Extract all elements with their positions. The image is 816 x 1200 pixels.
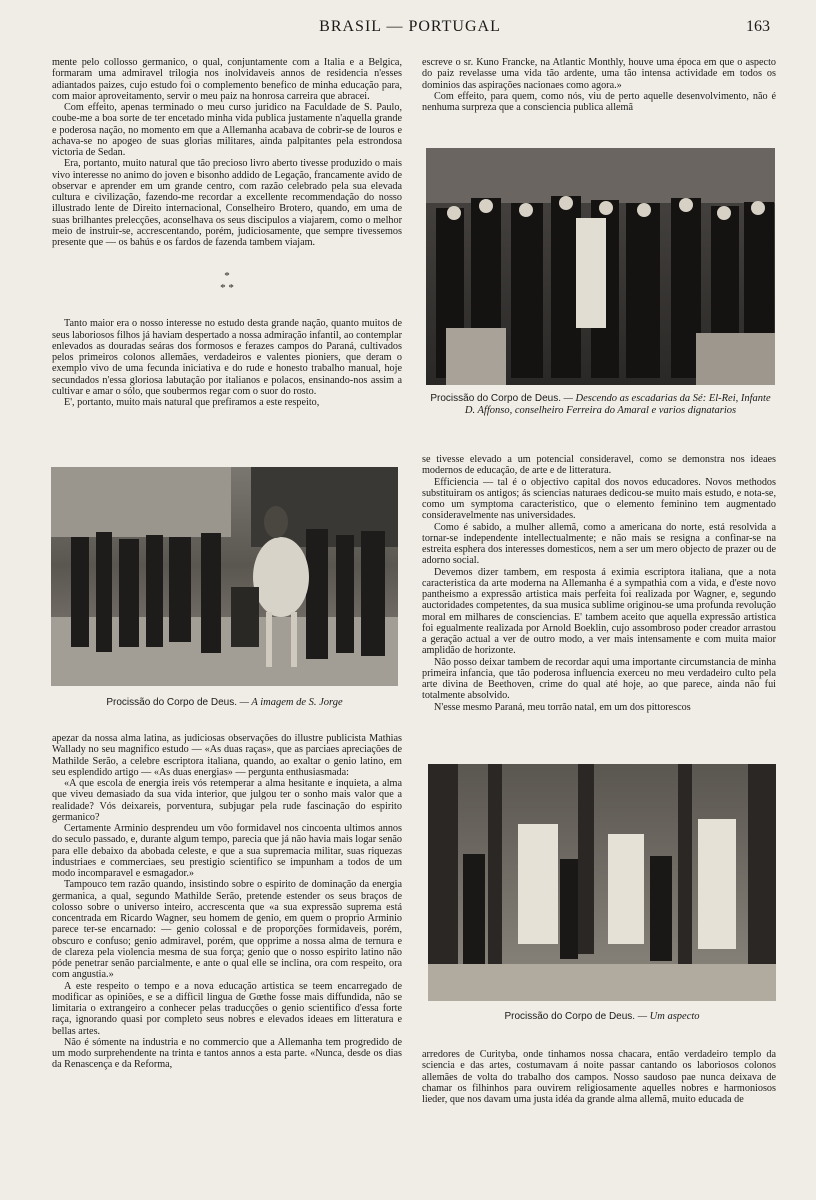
photo-procession-se	[426, 148, 775, 385]
paragraph: Com effeito, para quem, como nós, viu de perto aquelle desenvolvimento, não é nenhuma surpreza que a consciencia publica allemã	[422, 90, 776, 113]
paragraph: A este respeito o tempo e a nova educação artistica se teem encarregado de modificar as opiniões, e se a difficil lingua de Gœthe fosse mais diffundida, não se limitaria o extrangeiro a conhecer pelas traducções o genio scientifico d'essa forte raça, ignorando quasi por completo seus nobres e elevados ideaes em litteratura e bellas artes.	[52, 980, 402, 1037]
caption-lead: Procissão do Corpo de Deus.	[106, 697, 237, 708]
paragraph: Certamente Arminio desprendeu um vôo formidavel nos cincoenta ultimos annos do seculo passado, e, durante algum tempo, parecia que já não havia mais logar senão para elle debaixo da abobada celeste, e que a sua supremacia militar, suas riquezas industriaes e commerciaes, seu prestigio scientifico se impunham a todos de um modo incomparavel e esmagador.»	[52, 823, 402, 879]
photo-aspecto	[428, 764, 776, 1001]
caption-lead: Procissão do Corpo de Deus.	[504, 1011, 636, 1022]
caption-aspecto	[428, 1011, 776, 1023]
paragraph: Efficiencia — tal é o objectivo capital dos novos educadores. Novos methodos substituiram os antigos; ás sciencias naturaes dedicou-se muito mais estudo, e nota-se, como um symptoma caracteristico, que o elemento feminino tem augmentado consideravelmente nas universidades.	[422, 476, 776, 522]
paragraph: E', portanto, muito mais natural que prefiramos a este respeito,	[64, 397, 320, 408]
paragraph: mente pelo collosso germanico, o qual, conjuntamente com a Italia e a Belgica, formaram uma admiravel trilogia nos inolvidaveis annos de residencia n'esses adiantados paizes, cujo estudo foi o complemento benefico de minha educação para, com maior aproveitamento, servir o meu paiz na honrosa carreira que abracei.	[52, 57, 402, 102]
caption-text: — A imagem de S. Jorge	[239, 697, 343, 708]
left-column-top	[52, 57, 402, 408]
caption-text: — Descendo as escadarias da Sé: El-Rei, Infante D. Affonso, conselheiro Ferreira do Amaral e varios dignatarios	[464, 393, 771, 416]
paragraph: arredores de Curityba, onde tinhamos nossa chacara, então verdadeiro templo da sciencia e das artes, costumavam á noite passar cantando os laboriosos colonos allemães de volta do trabalho dos campos. Nosso saudoso pae nunca deixava de chamar os filhinhos para ouvirem religiosamente aquelles nobres e harmoniosos lieder, que nos davam uma justa idéa da grande alma allemã, muito educada de	[422, 1049, 776, 1105]
section-stars: * * *	[220, 270, 234, 295]
page-header	[50, 18, 770, 42]
caption-text: — Um aspecto	[637, 1011, 700, 1022]
caption-procession-se	[426, 393, 775, 417]
photo-sao-jorge-image	[51, 467, 398, 686]
photo-procession-se-image	[426, 148, 775, 385]
page-number: 163	[746, 18, 770, 35]
paragraph: «A que escola de energia irеis vós retemperar a alma hesitante e inquieta, a alma que viveu demasiado da sua vida interior, que julgou ter o sonho mais valor que a realidade? Vós deixareis, porventura, subjugar pela rude fascinação do espirito germanico?	[52, 778, 402, 823]
caption-sao-jorge	[51, 697, 398, 709]
paragraph: Não é sómente na industria e no commercio que a Allemanha tem progredido de um modo surprehendente na trinta e tantos annos a esta parte. «Nunca, desde os dias da Renascença e da Reforma,	[52, 1036, 402, 1071]
running-title: BRASIL — PORTUGAL	[319, 18, 501, 35]
paragraph: N'esse mesmo Paraná, meu torrão natal, em um dos pittorescos	[434, 701, 691, 713]
paragraph: Tanto maior era o nosso interesse no estudo desta grande nação, quanto muitos de seus laboriosos filhos já haviam despertado a nossa admiração infantil, ao contemplar enlevados as douradas seáras dos formosos e ferazes campos do Paraná, cultivados pelos primeiros colonos allemães, verdadeiros e valentes pioniers, que deram o exemplo vivo de uma fecunda iniciativa e do rude e honesto trabalho manual, hoje secundados n'essa gloriosa labutação por italianos e polacos, ensinando-nos assim a cultivar e amar o sólo, que soubermos regar com o suor do rosto.	[52, 318, 402, 397]
right-column-middle	[422, 454, 776, 713]
paragraph: Como é sabido, a mulher allemã, como a americana do norte, está resolvida a tornar-se independente intellectualmente; e não mais se resigna a confinar-se na estreita esphera dos interesses domesticos, nem a ser um mero objecto de prazer ou de adorno social.	[422, 521, 776, 567]
paragraph: Devemos dizer tambem, em resposta á eximia escriptora italiana, que a nota caracteristica da arte moderna na Allemanha é a sympathia com a vida, e d'este novo pantheismo a expressão artistica mais perfeita foi realizada por Wagner, e, segundo auctoridades competentes, da sua musica sublime originou-se uma profunda revolução moral em milhares de consciencias. E' tambem aceito que aquella expressão artistica foi egualmente realizada por Arnold Boeklin, cujo assombroso poder creador arrastou a geração actual a ver de outro modo, a ver mais intensamente e com muita maior amplidão de horizonte.	[422, 566, 776, 657]
paragraph: Não posso deixar tambem de recordar aqui uma importante circumstancia de minha primeira infancia, que tão poderosa influencia exerceu no meu verdadeiro culto pela arte divina de Beethoven, crime do qual até hoje, ao que parece, ainda não fui totalmente absolvido.	[422, 656, 776, 702]
paragraph: Com effeito, apenas terminado o meu curso juridico na Faculdade de S. Paulo, coube-me a boa sorte de ter encetado minha vida publica justamente n'aquella grande e poderosa nação, no momento em que a Allemanha acabava de cobrir-se de louros e achava-se no apogeo de suas glorias militares, ainda palpitantes pela estrondosa victoria de Sedan.	[52, 102, 402, 158]
photo-aspecto-image	[428, 764, 776, 1001]
paragraph: escreve o sr. Kuno Francke, na Atlantic Monthly, houve uma época em que o aspecto do paiz revelasse uma vida tão ardente, uma tão intensa actividade em todos os dominios das aspirações nacionaes como agora.»	[422, 57, 776, 91]
paragraph: Tampouco tem razão quando, insistindo sobre o espirito de dominação da energia germanica, a qual, segundo Mathilde Serão, pretende estender os seus braços de colosso sobre o universo inteiro, accrescenta que «a sua expressão suprema está concentrada em Ricardo Wagner, seu homem de genio, em quem o proprio Arminio parece ter-se encarnado: — genio colossal e de proporções formidaveis, porém, obscuro e confuso; genio admiravel, porém, que opprime a nossa alma de ternura e de clareza pela violencia mesma de sua força; genio que o nosso espirito latino não póde penetrar senão parcialmente, e ante o qual elle se inclina, ora com respeito, ora com angustia.»	[52, 879, 402, 981]
paragraph: Era, portanto, muito natural que tão precioso livro aberto tivesse produzido o mais vivo interesse no animo do joven e bisonho addido de Legação, francamente avido de observar e aprender em um grande centro, com razão celebrado pela sua elevada cultura e civilização, fazendo-me recordar a excellente recommendação do nosso illustrado lente de Direito internacional, Conselheiro Brotero, quando, em uma de suas brilhantes prelecções, aconselhava os seus discipulos a viajarem, como o melhor meio de instruir-se, accrescentando, porém, judiciosamente, que sempre tivessemos presente que — os bahús e os fardos de fazenda tambem viajam.	[52, 158, 402, 248]
caption-lead: Procissão do Corpo de Deus.	[430, 393, 561, 404]
paragraph: apezar da nossa alma latina, as judiciosas observações do illustre publicista Mathias Wallady no seu magnifico estudo — «As duas raças», que as parciaes apreciações de Mathilde Serão, a celebre escriptora italiana, quando, ao exaltar o genio latino, em seu esplendido artigo — «As duas energias» — pergunta enthusiasmada:	[52, 733, 402, 778]
right-column-bottom	[422, 1049, 776, 1105]
paragraph: se tivesse elevado a um potencial consideravel, como se demonstra nos ideaes modernos de educação, de arte e de litteratura.	[422, 454, 776, 477]
right-column-top	[422, 57, 776, 113]
photo-sao-jorge	[51, 467, 398, 686]
left-column-bottom	[52, 733, 402, 1071]
